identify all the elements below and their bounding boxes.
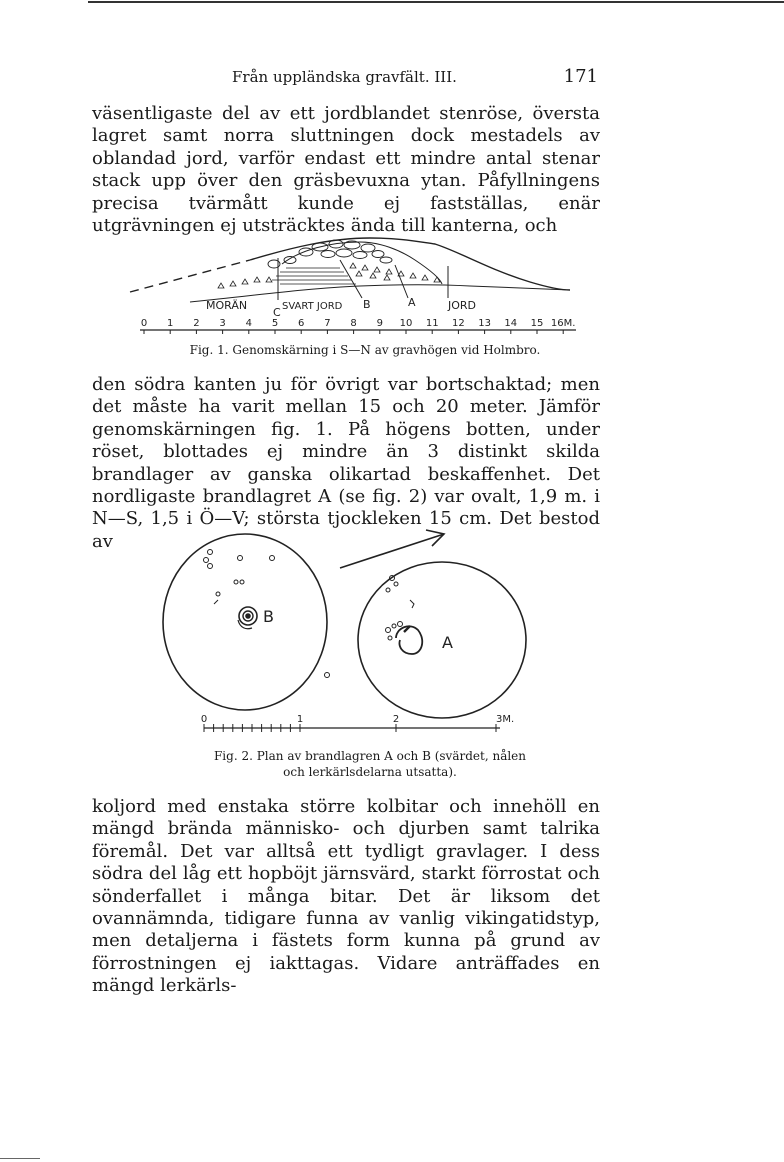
scale-tick-label: 5 (271, 318, 279, 329)
figure-2-plan (160, 520, 560, 750)
paragraph-1: väsentligaste del av ett jordblandet stenröse, översta lagret samt norra sluttningen dock mestadels av oblandad jord, varför endast ett mindre antal stenar stack upp över den gräsbevuxna ytan. Påfyllningens precisa tvärmått kunde ej fastställas, enär utgrävningen ej utsträcktes ända till kanterna, och (92, 103, 600, 237)
scale-tick-label: 1 (296, 714, 304, 725)
layer-a-finds (386, 576, 423, 655)
scale-tick-label: 0 (200, 714, 208, 725)
scale-tick-label: 0 (140, 318, 148, 329)
scale-tick-label: 11 (425, 318, 439, 329)
scale-ticks-1 (141, 318, 576, 334)
figure-2-caption-line1: Fig. 2. Plan av brandlagren A och B (svärdet, nålen (213, 749, 527, 763)
ground-line-dashed (130, 260, 250, 292)
scale-tick-label: 3M. (496, 714, 515, 725)
layer-hatching (272, 268, 356, 284)
scale-tick-label: 10 (399, 318, 413, 329)
label-b: B (363, 298, 371, 311)
scale-tick-label: 14 (504, 318, 518, 329)
figure-1-caption: Fig. 1. Genomskärning i S—N av gravhögen vid Holmbro. (189, 343, 541, 357)
running-title: Från uppländska gravfält. III. (232, 68, 457, 86)
scale-tick-label: 8 (350, 318, 357, 329)
scale-tick-label: 1 (167, 318, 174, 329)
scale-tick-label: 2 (392, 714, 400, 725)
north-arrow-head (426, 530, 444, 546)
label-svartjord: SVART JORD (282, 301, 343, 312)
paragraph-2: den södra kanten ju för övrigt var bortschaktad; men det måste ha varit mellan 15 och 20 meter. Jämför genomskärningen fig. 1. På högens botten, under röset, blottades ej mindre än 3 distinkt skilda brandlager av ganska olikartad beskaffenhet. Det nordligaste brandlagret A (se fig. 2) var ovalt, 1,9 m. i N—S, 1,5 i Ö—V; största tjockleken 15 cm. Det bestod av (92, 374, 600, 552)
scale-tick-label: 7 (324, 318, 331, 329)
scale-tick-label: 9 (376, 318, 383, 329)
pin-object (238, 607, 257, 629)
figure-1-cross-section (130, 230, 600, 340)
sword-curve (396, 626, 422, 654)
label-jord: JORD (448, 299, 477, 312)
scale-tick-label: 4 (245, 318, 252, 329)
paragraph-3: koljord med enstaka större kolbitar och innehöll en mängd brända människo- och djurben samt talrika föremål. Det var alltså ett tydligt gravlager. I dess södra del låg ett hopböjt järnsvärd, starkt förrostat och sönderfallet i många bitar. Det är liksom det ovannämnda, tidigare funna av vanlig vikingatidstyp, men detaljerna i fästets form kunna på grund av förrostningen ej iakttagas. Vidare anträffades en mängd lerkärls- (92, 796, 600, 997)
scale-tick-label: 13 (478, 318, 491, 329)
label-c: C (273, 306, 281, 319)
running-header (90, 66, 600, 90)
figure-2-caption-line2: och lerkärlsdelarna utsatta). (283, 765, 457, 779)
scale-tick-label: 15 (530, 318, 544, 329)
burial-layer-b-outline (163, 534, 327, 710)
scale-tick-label: 3 (219, 318, 226, 329)
scale-tick-label: 16M. (550, 318, 576, 329)
label-moran: MORÄN (206, 299, 248, 312)
layer-a-label: A (442, 633, 453, 652)
pointer-a (395, 265, 408, 298)
scale-tick-label: 6 (298, 318, 305, 329)
scale-ticks-2 (201, 714, 514, 732)
page-bottom-rule (0, 1158, 40, 1159)
page-top-rule (88, 1, 784, 3)
scale-tick-label: 12 (452, 318, 465, 329)
scale-tick-label: 2 (193, 318, 200, 329)
layer-b-label: B (263, 607, 274, 626)
mound-profile (250, 238, 570, 290)
figure-2-caption (150, 748, 590, 780)
label-a: A (408, 296, 416, 309)
page-number: 171 (563, 66, 598, 87)
